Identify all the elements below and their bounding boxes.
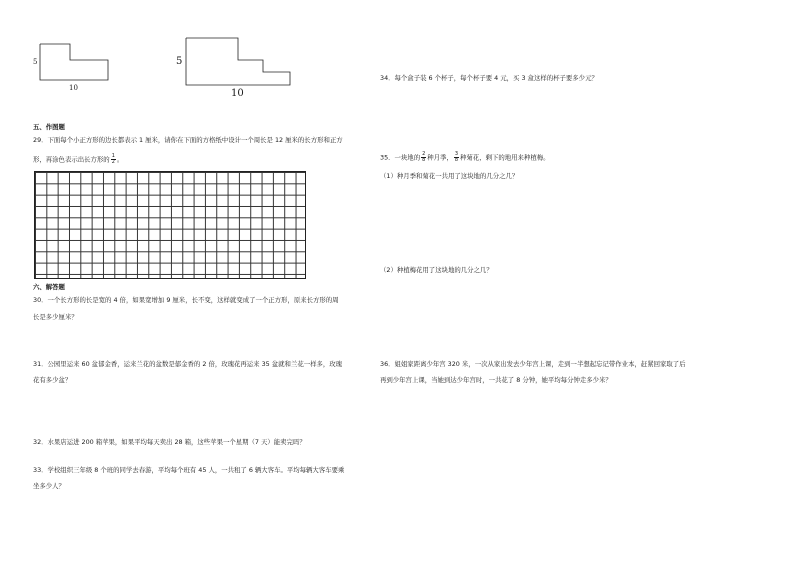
section-5-heading: 五、作图题 (33, 123, 65, 131)
figure-1-bottom-label: 10 (69, 84, 78, 92)
question-30-line-1: 30．一个长方形的长是宽的 4 倍，如果宽增加 9 厘米，长不变，这样就变成了一个正方形，原来长方形的周 (33, 296, 339, 304)
question-36-line-1: 36．姐姐家距离少年宫 320 米，一次从家出发去少年宫上课，走到一半想起忘记带作业本，赶紧回家取了后 (380, 360, 686, 368)
question-30-line-2: 长是多少厘米？ (33, 313, 78, 321)
question-35-text-start: 35．一块地的 (380, 153, 421, 162)
question-34-line-1: 34．每个盒子装 6 个杯子，每个杯子要 4 元，买 3 盒这样的杯子要多少元？ (380, 74, 598, 82)
question-29-line-1: 29．下面每个小正方形的边长都表示 1 厘米，请你在下面的方格纸中设计一个周长是 12 厘米的长方形和正方 (33, 136, 343, 144)
question-35-sub-1: （1）种月季和菊花一共用了这块地的几分之几？ (380, 172, 519, 180)
question-33-line-1: 33．学校组织三年级 8 个班的同学去春游，平均每个班有 45 人，一共租了 6 辆大客车。平均每辆大客车要乘 (33, 466, 345, 474)
question-33-line-2: 坐多少人？ (33, 482, 65, 490)
figure-1-side-label: 5 (33, 58, 38, 66)
question-35-text-middle: 种月季， (427, 153, 453, 162)
fraction-three-eighths: $\frac{3}{8}$ (454, 151, 459, 163)
question-35-line-1 (380, 152, 550, 163)
figure-2-bottom-label: 10 (231, 88, 244, 99)
question-35-text-end: 种菊花，剩下的地用来种植梅。 (460, 153, 550, 162)
question-29-end: 。 (116, 155, 124, 164)
question-29-line-2 (33, 154, 123, 165)
question-29-text: 形，再涂色表示出长方形的 (33, 155, 110, 164)
fraction-one-half: $\frac{1}{2}$ (111, 153, 115, 165)
grid-paper[interactable] (34, 171, 306, 279)
question-32-line-1: 32．水果店运进 200 箱苹果，如果平均每天卖出 28 箱，这些苹果一个星期（7 天）能卖完吗？ (33, 438, 306, 446)
question-31-line-2: 花有多少盆？ (33, 376, 72, 384)
figure-2-shape (183, 36, 295, 88)
fraction-two-eighths: $\frac{2}{8}$ (422, 151, 426, 163)
section-6-heading: 六、解答题 (33, 283, 65, 291)
question-36-line-2: 再到少年宫上课，当她到达少年宫时，一共花了 8 分钟，她平均每分钟走多少米？ (380, 376, 612, 384)
question-31-line-1: 31．公园里运来 60 盆郁金香，运来兰花的盆数是郁金香的 2 倍，玫瑰花再运来 35 盆就和兰花一样多，玫瑰 (33, 360, 343, 368)
question-35-sub-2: （2）种植梅花用了这块地的几分之几？ (380, 266, 493, 274)
figure-2-side-label: 5 (176, 56, 183, 67)
figure-1-shape (36, 42, 116, 82)
